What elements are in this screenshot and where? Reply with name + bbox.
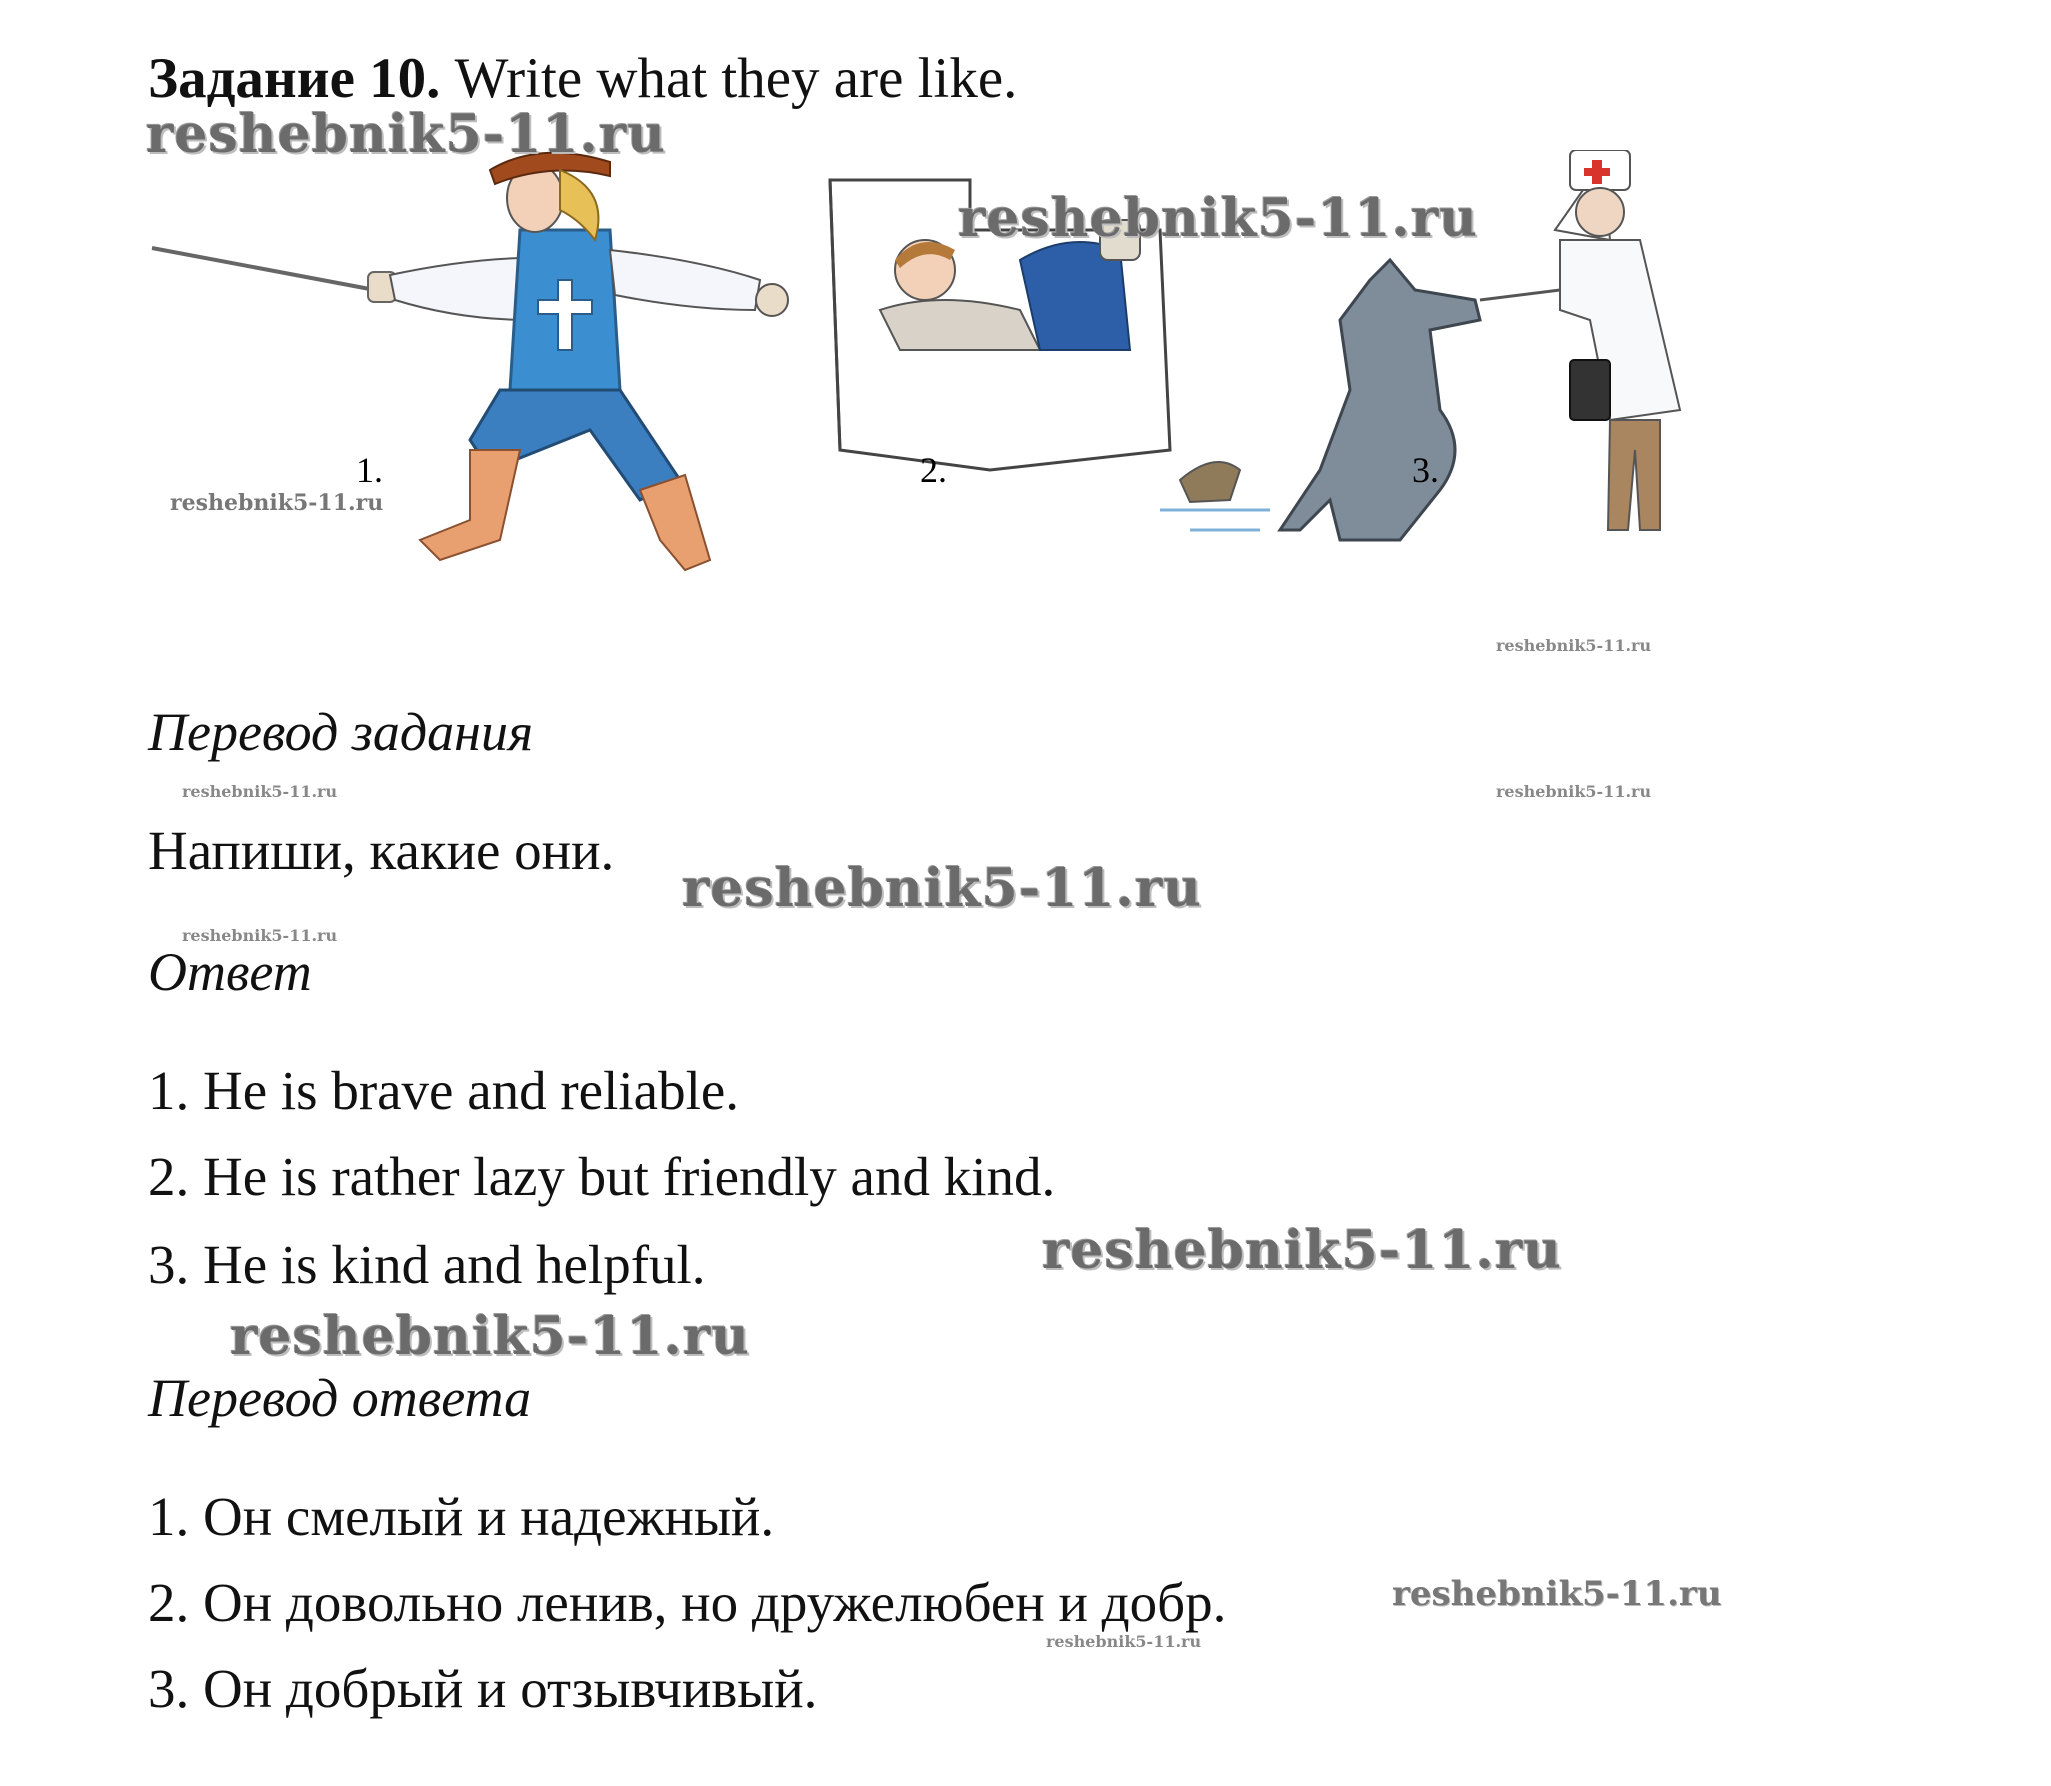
picture-number-2: 2. xyxy=(920,450,947,490)
answer-translation-line: 1. Он смелый и надежный. xyxy=(148,1486,775,1547)
answer-heading: Ответ xyxy=(148,942,312,1002)
picture-number-3: 3. xyxy=(1412,450,1439,490)
translation-heading: Перевод задания xyxy=(148,702,534,762)
watermark: reshebnik5-11.ru xyxy=(1392,1574,1722,1614)
answer-line: 2. He is rather lazy but friendly and kind. xyxy=(148,1146,1056,1207)
watermark: reshebnik5-11.ru xyxy=(682,858,1203,919)
watermark: reshebnik5-11.ru xyxy=(1042,1220,1563,1281)
answer-line: 1. He is brave and reliable. xyxy=(148,1060,740,1121)
task-label: Задание 10. xyxy=(148,47,441,110)
answer-translation-line: 3. Он добрый и отзывчивый. xyxy=(148,1658,818,1719)
picture-number-1: 1. xyxy=(356,450,383,490)
watermark: reshebnik5-11.ru xyxy=(958,188,1479,249)
watermark: reshebnik5-11.ru xyxy=(1046,1632,1202,1651)
task-instruction: Write what they are like. xyxy=(454,47,1018,110)
answer-line: 3. He is kind and helpful. xyxy=(148,1234,706,1295)
watermark: reshebnik5-11.ru xyxy=(1496,636,1652,655)
watermark: reshebnik5-11.ru xyxy=(1496,782,1652,801)
answer-translation-line: 2. Он довольно ленив, но дружелюбен и добр. xyxy=(148,1572,1227,1633)
translation-text: Напиши, какие они. xyxy=(148,820,615,881)
watermark: reshebnik5-11.ru xyxy=(170,490,384,516)
watermark: reshebnik5-11.ru xyxy=(230,1306,751,1367)
watermark: reshebnik5-11.ru xyxy=(182,926,338,945)
watermark: reshebnik5-11.ru xyxy=(146,104,667,165)
answer-translation-heading: Перевод ответа xyxy=(148,1368,532,1428)
watermark: reshebnik5-11.ru xyxy=(182,782,338,801)
task-illustration xyxy=(140,150,1740,630)
